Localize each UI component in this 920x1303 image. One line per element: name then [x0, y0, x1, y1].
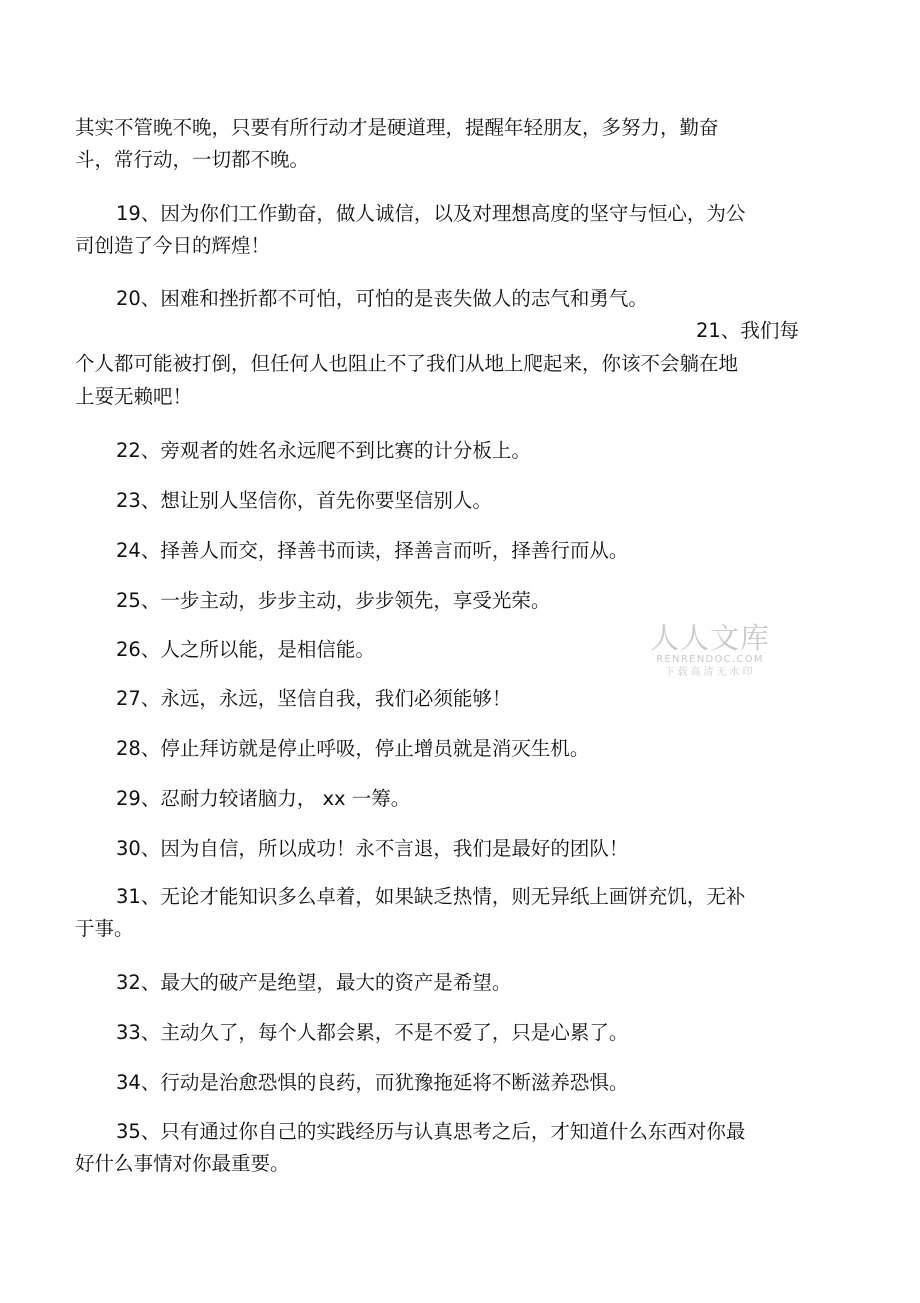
watermark [646, 622, 774, 679]
text-line: 上耍无赖吧！ [75, 385, 193, 408]
text-line: 司创造了今日的辉煌！ [75, 234, 271, 257]
text-line: 33、主动久了，每个人都会累，不是不爱了，只是心累了。 [116, 1021, 629, 1044]
text-line: 23、想让别人坚信你，首先你要坚信别人。 [116, 489, 492, 512]
text-line: 21、我们每 [696, 319, 799, 342]
text-line: 好什么事情对你最重要。 [75, 1152, 290, 1175]
text-line: 20、困难和挫折都不可怕，可怕的是丧失做人的志气和勇气。 [116, 287, 648, 310]
watermark-title: 人人文库 [649, 621, 770, 655]
text-line: 斗，常行动，一切都不晚。 [75, 148, 310, 171]
text-line: 34、行动是治愈恐惧的良药，而犹豫拖延将不断滋养恐惧。 [116, 1071, 629, 1094]
text-line: 25、一步主动，步步主动，步步领先，享受光荣。 [116, 589, 551, 612]
text-line: 于事。 [75, 917, 134, 940]
text-line: 32、最大的破产是绝望，最大的资产是希望。 [116, 971, 512, 994]
text-line: 30、因为自信，所以成功！永不言退，我们是最好的团队！ [116, 837, 629, 860]
text-line: 其实不管晚不晚，只要有所行动才是硬道理，提醒年轻朋友，多努力，勤奋 [75, 116, 719, 139]
text-line: 31、无论才能知识多么卓着，如果缺乏热情，则无异纸上画饼充饥，无补 [116, 885, 746, 908]
text-line: 35、只有通过你自己的实践经历与认真思考之后，才知道什么东西对你最 [116, 1120, 746, 1143]
text-line: 28、停止拜访就是停止呼吸，停止增员就是消灭生机。 [116, 737, 590, 760]
text-line: 29、忍耐力较诸脑力， xx 一筹。 [116, 787, 411, 810]
text-line: 26、人之所以能，是相信能。 [116, 638, 375, 661]
watermark-url: RENRENDOC.COM [656, 654, 764, 665]
text-line: 22、旁观者的姓名永远爬不到比赛的计分板上。 [116, 439, 531, 462]
watermark-subtitle: 下载高清无水印 [664, 667, 756, 678]
text-line: 27、永远，永远，坚信自我，我们必须能够！ [116, 687, 512, 710]
text-line: 19、因为你们工作勤奋，做人诚信，以及对理想高度的坚守与恒心，为公 [116, 202, 746, 225]
text-line: 24、择善人而交，择善书而读，择善言而听，择善行而从。 [116, 539, 629, 562]
text-line: 个人都可能被打倒，但任何人也阻止不了我们从地上爬起来，你该不会躺在地 [75, 352, 739, 375]
